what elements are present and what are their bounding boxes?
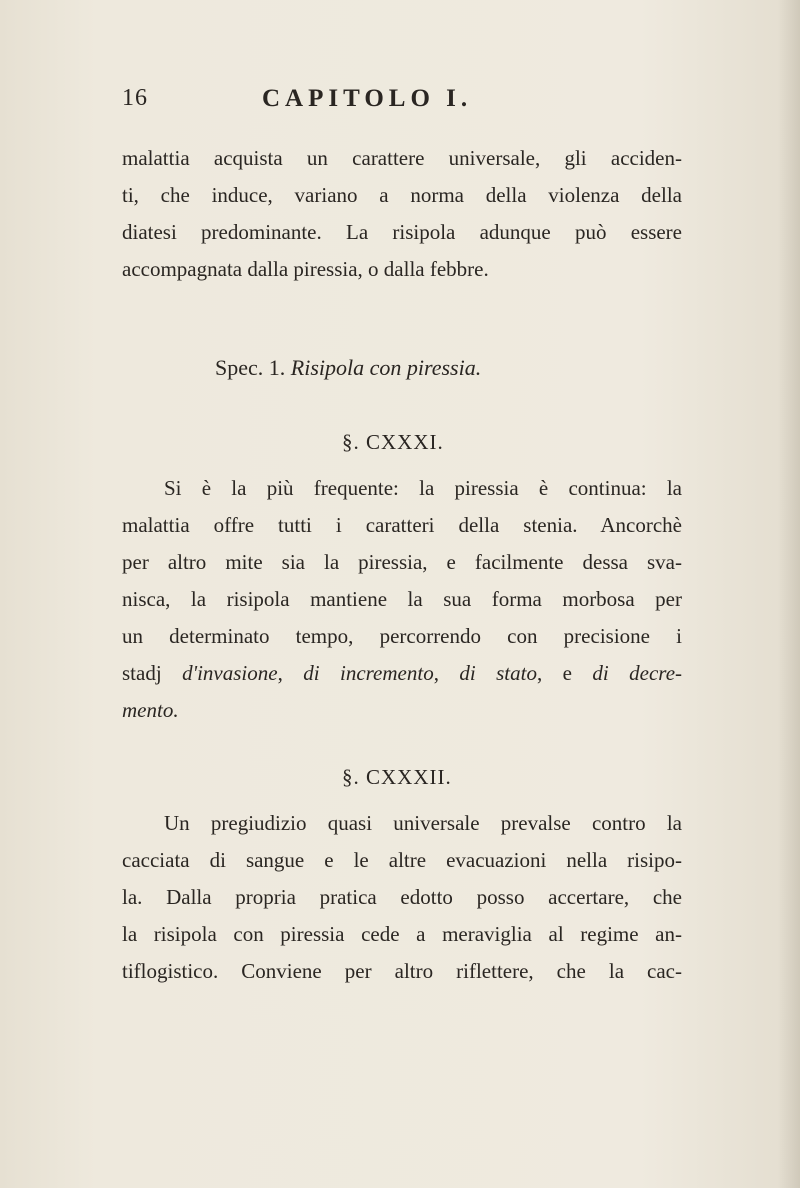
text-line: Si è la più frequente: la piressia è continua: la [164,476,682,500]
text-fragment: , [277,661,304,685]
running-title: CAPITOLO I. [262,85,473,112]
text-line-italic-terms [122,655,682,692]
text-line: Un pregiudizio quasi universale prevalse contro la [164,811,682,835]
section-heading-132: §. CXXXII. [342,765,452,789]
text-line: accompagnata dalla piressia, o dalla febbre. [122,257,489,281]
text-line: la risipola con piressia cede a meraviglia al regime an- [122,922,682,946]
section-131-paragraph [122,470,682,729]
species-title: Risipola con piressia. [290,355,482,380]
page-header [122,85,682,125]
text-line: nisca, la risipola mantiene la sua forma morbosa per [122,587,682,611]
section-132-paragraph [122,805,682,990]
term-decremento: di decre- [592,661,683,685]
text-line: cacciata di sangue e le altre evacuazioni nella risipo- [122,848,682,872]
text-line: per altro mite sia la piressia, e facilmente dessa sva- [122,550,682,574]
species-heading [215,355,481,381]
term-stato: di stato [459,661,537,685]
text-line [122,692,682,729]
text-line: un determinato tempo, percorrendo con precisione i [122,624,682,648]
term-incremento: di incremento [303,661,434,685]
species-prefix: Spec. 1. [215,355,286,380]
intro-paragraph [122,140,682,288]
text-line: diatesi predominante. La risipola adunque può essere [122,220,682,244]
text-line: tiflogistico. Conviene per altro riflettere, che la cac- [122,959,682,983]
text-line: malattia acquista un carattere universale, gli acciden- [122,146,682,170]
page-number: 16 [122,85,148,111]
text-line: la. Dalla propria pratica edotto posso accertare, che [122,885,682,909]
text-line: ti, che induce, variano a norma della violenza della [122,183,682,207]
term-decremento-end: mento. [122,698,179,722]
text-fragment: stadj [122,661,183,685]
text-fragment: , [433,661,460,685]
term-invasione: d'invasione [182,661,278,685]
text-line: malattia offre tutti i caratteri della stenia. Ancorchè [122,513,682,537]
page-edge-shadow [778,0,800,1188]
section-heading-131: §. CXXXI. [342,430,444,454]
text-fragment: , e [536,661,593,685]
